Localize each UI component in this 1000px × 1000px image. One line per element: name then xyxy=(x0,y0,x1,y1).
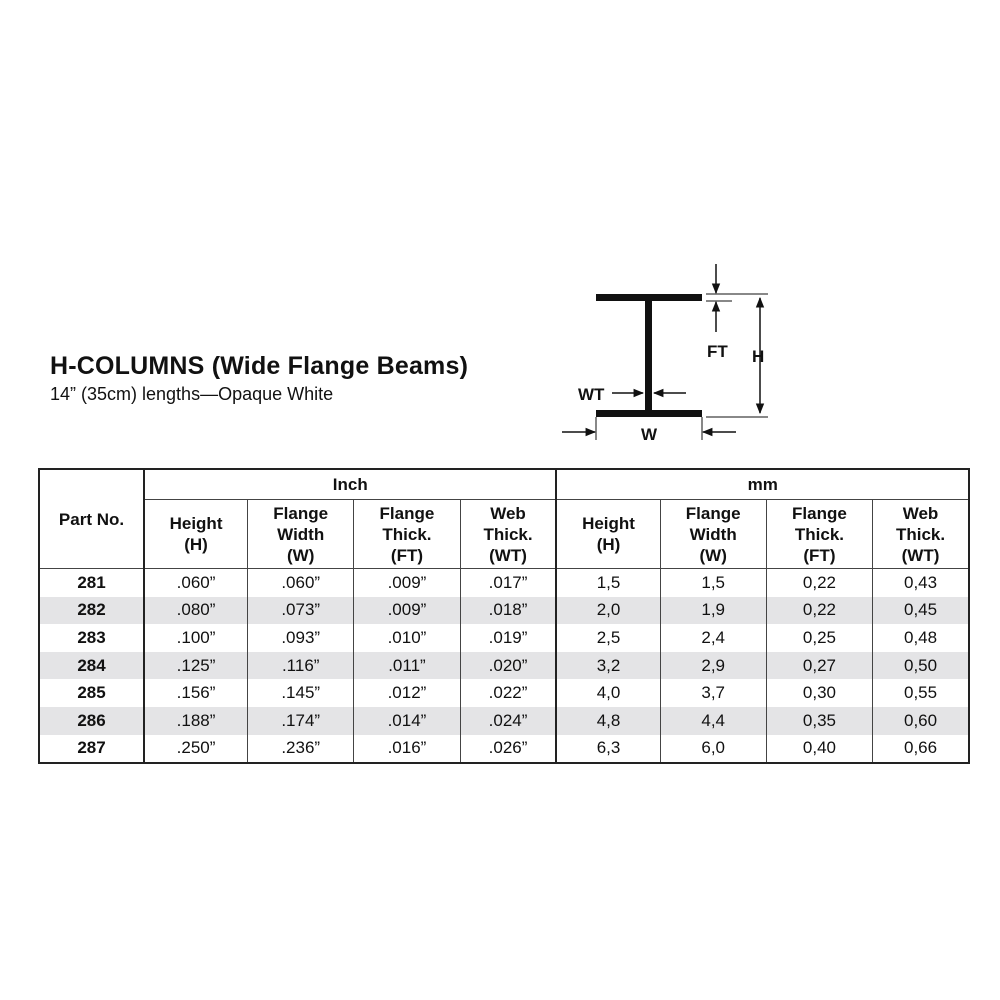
inch-height-cell: .125” xyxy=(144,652,248,680)
inch-web-thick-cell: .020” xyxy=(460,652,556,680)
page-title: H-COLUMNS (Wide Flange Beams) xyxy=(50,352,469,380)
ft-label: FT xyxy=(707,342,728,361)
inch-group-header: Inch xyxy=(144,469,556,500)
mm-web-thick-cell: 0,45 xyxy=(873,597,969,625)
inch-web-thick-cell: .019” xyxy=(460,624,556,652)
header-line: Thick. xyxy=(483,524,533,544)
inch-flange-width-cell: .174” xyxy=(248,707,354,735)
inch-flange-width-header xyxy=(248,500,354,569)
mm-height-cell: 1,5 xyxy=(556,569,660,597)
mm-flange-width-cell: 1,5 xyxy=(660,569,766,597)
inch-flange-width-cell: .073” xyxy=(248,597,354,625)
inch-flange-thick-cell: .009” xyxy=(354,569,460,597)
mm-flange-thick-header xyxy=(766,500,872,569)
mm-height-cell: 4,0 xyxy=(556,679,660,707)
mm-flange-width-header xyxy=(660,500,766,569)
header-line: Width xyxy=(277,524,325,544)
inch-web-thick-cell: .022” xyxy=(460,679,556,707)
table-row xyxy=(39,679,969,707)
mm-flange-width-cell: 3,7 xyxy=(660,679,766,707)
header-line: Flange xyxy=(792,503,847,523)
header-line: Web xyxy=(490,503,526,523)
mm-web-thick-cell: 0,66 xyxy=(873,735,969,764)
mm-height-header xyxy=(556,500,660,569)
page-subtitle: 14” (35cm) lengths—Opaque White xyxy=(50,384,334,404)
part-number-cell: 281 xyxy=(39,569,144,597)
header-line: (FT) xyxy=(390,545,423,565)
mm-height-cell: 3,2 xyxy=(556,652,660,680)
inch-web-thick-header xyxy=(460,500,556,569)
table-body xyxy=(39,569,969,764)
part-number-cell: 284 xyxy=(39,652,144,680)
mm-flange-width-cell: 1,9 xyxy=(660,597,766,625)
header-line: Thick. xyxy=(895,524,946,544)
group-header-row xyxy=(39,469,969,500)
inch-flange-thick-cell: .010” xyxy=(354,624,460,652)
header-line: Width xyxy=(689,524,737,544)
inch-flange-thick-cell: .011” xyxy=(354,652,460,680)
mm-web-thick-header xyxy=(873,500,969,569)
inch-web-thick-cell: .018” xyxy=(460,597,556,625)
header-line: Height xyxy=(169,514,223,533)
top-flange xyxy=(596,294,702,301)
mm-height-cell: 6,3 xyxy=(556,735,660,764)
mm-flange-thick-cell: 0,27 xyxy=(766,652,872,680)
mm-flange-width-cell: 6,0 xyxy=(660,735,766,764)
table-row xyxy=(39,569,969,597)
inch-height-header xyxy=(144,500,248,569)
inch-height-cell: .060” xyxy=(144,569,248,597)
w-label: W xyxy=(641,425,658,444)
mm-height-cell: 2,5 xyxy=(556,624,660,652)
header-line: Thick. xyxy=(794,524,844,544)
wt-label: WT xyxy=(578,385,605,404)
part-number-cell: 286 xyxy=(39,707,144,735)
header-line: Thick. xyxy=(382,524,432,544)
header-line: Flange xyxy=(273,503,329,523)
mm-flange-thick-cell: 0,40 xyxy=(766,735,872,764)
mm-flange-thick-cell: 0,35 xyxy=(766,707,872,735)
mm-web-thick-cell: 0,55 xyxy=(873,679,969,707)
table-row xyxy=(39,597,969,625)
mm-flange-width-cell: 2,4 xyxy=(660,624,766,652)
mm-flange-thick-cell: 0,22 xyxy=(766,569,872,597)
part-number-header: Part No. xyxy=(39,469,144,569)
mm-web-thick-cell: 0,60 xyxy=(873,707,969,735)
mm-web-thick-cell: 0,48 xyxy=(873,624,969,652)
bottom-flange xyxy=(596,410,702,417)
inch-web-thick-cell: .024” xyxy=(460,707,556,735)
inch-flange-width-cell: .060” xyxy=(248,569,354,597)
inch-flange-width-cell: .093” xyxy=(248,624,354,652)
inch-flange-thick-cell: .009” xyxy=(354,597,460,625)
header-line: (H) xyxy=(184,535,208,554)
header-line: Web xyxy=(902,503,939,523)
part-number-cell: 287 xyxy=(39,735,144,764)
table-row xyxy=(39,707,969,735)
mm-web-thick-cell: 0,43 xyxy=(873,569,969,597)
mm-flange-thick-cell: 0,25 xyxy=(766,624,872,652)
header-line: Height xyxy=(582,514,635,533)
inch-height-cell: .250” xyxy=(144,735,248,764)
inch-web-thick-cell: .017” xyxy=(460,569,556,597)
table-row xyxy=(39,735,969,764)
table-row xyxy=(39,624,969,652)
mm-flange-width-cell: 4,4 xyxy=(660,707,766,735)
inch-height-cell: .188” xyxy=(144,707,248,735)
inch-flange-width-cell: .116” xyxy=(248,652,354,680)
h-label: H xyxy=(752,347,765,366)
h-column-cross-section-diagram xyxy=(556,250,786,450)
inch-height-cell: .156” xyxy=(144,679,248,707)
inch-flange-width-cell: .145” xyxy=(248,679,354,707)
inch-flange-thick-header xyxy=(354,500,460,569)
header-line: (WT) xyxy=(901,545,940,565)
h-column-spec-table xyxy=(38,468,970,764)
part-number-cell: 282 xyxy=(39,597,144,625)
header-line: (H) xyxy=(596,535,621,554)
column-header-row xyxy=(39,500,969,569)
mm-flange-width-cell: 2,9 xyxy=(660,652,766,680)
inch-height-cell: .100” xyxy=(144,624,248,652)
inch-height-cell: .080” xyxy=(144,597,248,625)
mm-height-cell: 4,8 xyxy=(556,707,660,735)
part-number-cell: 283 xyxy=(39,624,144,652)
header-line: (WT) xyxy=(489,545,527,565)
inch-flange-thick-cell: .014” xyxy=(354,707,460,735)
part-number-cell: 285 xyxy=(39,679,144,707)
web xyxy=(645,301,652,410)
inch-flange-width-cell: .236” xyxy=(248,735,354,764)
header-line: Flange xyxy=(379,503,435,523)
table-row xyxy=(39,652,969,680)
inch-flange-thick-cell: .016” xyxy=(354,735,460,764)
header-line: (FT) xyxy=(803,545,836,565)
mm-flange-thick-cell: 0,22 xyxy=(766,597,872,625)
header-line: Flange xyxy=(685,503,741,523)
mm-flange-thick-cell: 0,30 xyxy=(766,679,872,707)
mm-web-thick-cell: 0,50 xyxy=(873,652,969,680)
mm-group-header: mm xyxy=(556,469,969,500)
header-line: (W) xyxy=(699,545,727,565)
inch-web-thick-cell: .026” xyxy=(460,735,556,764)
mm-height-cell: 2,0 xyxy=(556,597,660,625)
inch-flange-thick-cell: .012” xyxy=(354,679,460,707)
header-line: (W) xyxy=(287,545,315,565)
